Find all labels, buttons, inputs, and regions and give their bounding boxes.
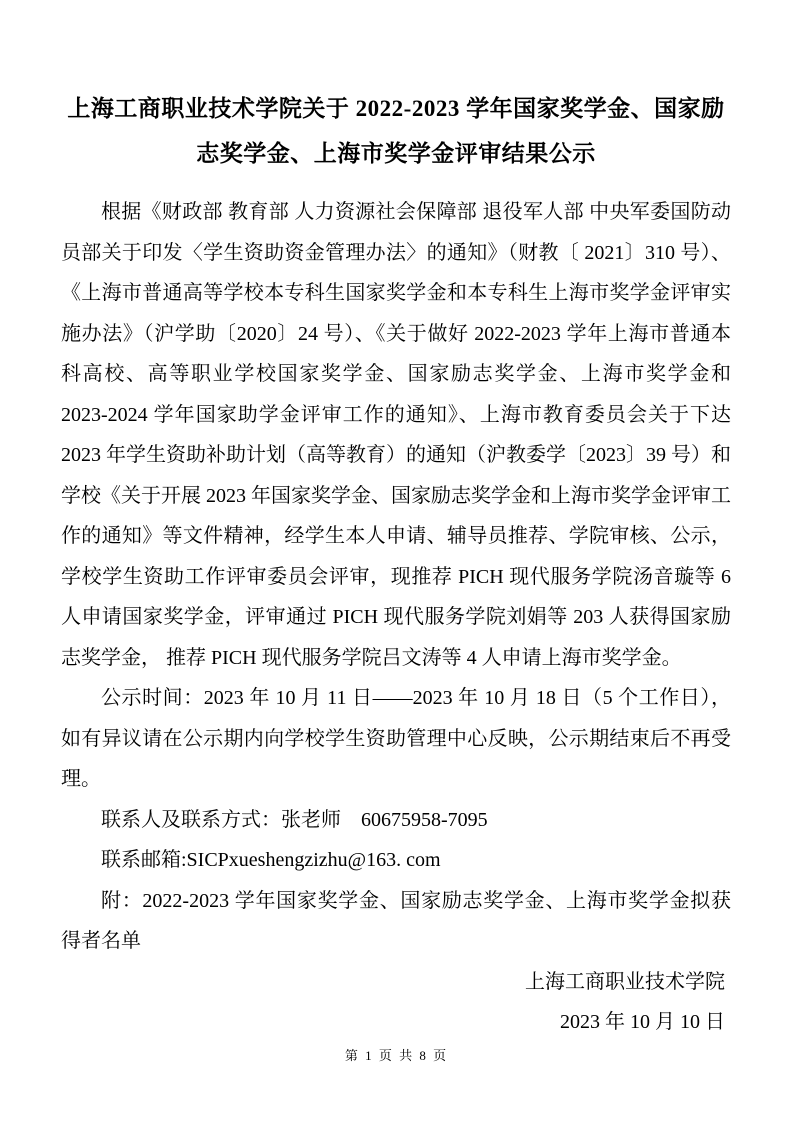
signature-date: 2023 年 10 月 10 日	[560, 1011, 725, 1033]
paragraph-publicity-period: 公示时间：2023 年 10 月 11 日——2023 年 10 月 18 日（5 个工作日），如有异议请在公示期内向学校学生资助管理中心反映，公示期结束后不再受理。	[61, 687, 731, 790]
paragraph-attachment: 附：2022-2023 学年国家奖学金、国家励志奖学金、上海市奖学金拟获得者名单	[61, 889, 731, 952]
paragraph-basis: 根据《财政部 教育部 人力资源社会保障部 退役军人部 中央军委国防动员部关于印发〈学生资助资金管理办法〉的通知》（财教〔 2021〕310 号）、《上海市普通高等学校本专科生国家奖学金和本专科生上海市奖学金评审实施办法》（沪学助〔2020〕24 号）、《关于做好 2022-2023 学年上海市普通本科高校、高等职业学校国家奖学金、国家励志奖学金、上海市奖学金和 2023-2024 学年国家助学金评审工作的通知》、上海市教育委员会关于下达 2023 年学生资助补助计划（高等教育）的通知（沪教委学〔2023〕39 号）和学校《关于开展 2023 年国家奖学金、国家励志奖学金和上海市奖学金评审工作的通知》等文件精神，经学生本人申请、辅导员推荐、学院审核、公示，学校学生资助工作评审委员会评审，现推荐 PICH 现代服务学院汤音璇等 6 人申请国家奖学金，评审通过 PICH 现代服务学院刘娟等 203 人获得国家励志奖学金， 推荐 PICH 现代服务学院吕文涛等 4 人申请上海市奖学金。	[61, 201, 731, 669]
signature-school: 上海工商职业技术学院	[525, 970, 725, 993]
page-number-footer: 第 1 页 共 8 页	[344, 1048, 449, 1063]
paragraph-email: 联系邮箱:SICPxueshengzizhu@163. com	[101, 849, 441, 871]
document-title: 上海工商职业技术学院关于 2022-2023 学年国家奖学金、国家励志奖学金、上海市奖学金评审结果公示	[67, 96, 725, 166]
paragraph-contact: 联系人及联系方式：张老师 60675958-7095	[101, 808, 488, 831]
